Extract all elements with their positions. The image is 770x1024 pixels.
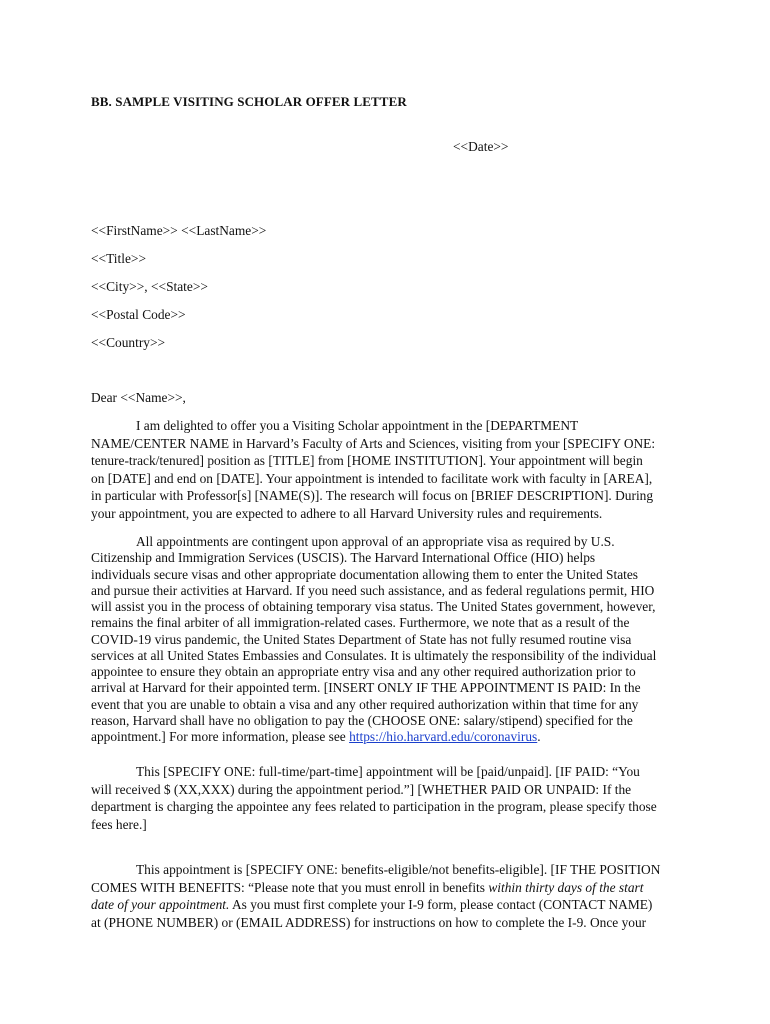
paragraph-line: I am delighted to offer you a Visiting Scholar appointment in the [DEPARTMENT [136,418,579,433]
paragraph-line: services at all United States Embassies and Consulates. It is ultimately the responsibility of the individual [91,647,657,663]
letter-heading: BB. SAMPLE VISITING SCHOLAR OFFER LETTER [91,94,407,109]
address-name: <<FirstName>> <<LastName>> [91,223,267,238]
paragraph-emphasis: within thirty days of the start [488,879,644,895]
coronavirus-info-link[interactable]: https://hio.harvard.edu/coronavirus [349,729,538,744]
paragraph-text: appointment.] For more information, please see [91,729,350,744]
paragraph-line: on [DATE] and end on [DATE]. Your appointment is intended to facilitate work with faculty in [AREA], [91,470,653,486]
paragraph-line: appointee to ensure they obtain an appropriate entry visa and any other required authorization prior to [91,664,636,679]
paragraph-pay [91,763,683,833]
paragraph-line: in particular with Professor[s] [NAME(S)]. The research will focus on [BRIEF DESCRIPTION]. During [91,488,654,504]
paragraph-line: individuals secure visas and other appropriate documentation allowing them to enter the United States [91,566,639,582]
address-city-state: <<City>>, <<State>> [91,279,208,294]
paragraph-line: This appointment is [SPECIFY ONE: benefits-eligible/not benefits-eligible]. [IF THE POSITION [136,862,661,877]
salutation: Dear <<Name>>, [91,390,186,405]
paragraph-line: at (PHONE NUMBER) or (EMAIL ADDRESS) for instructions on how to complete the I-9. Once your [91,914,647,930]
paragraph-line [91,896,683,914]
paragraph-line: remains the final arbiter of all immigration-related cases. Furthermore, we note that as a result of the [91,615,630,631]
paragraph-line: fees here.] [91,816,147,832]
paragraph-line: This [SPECIFY ONE: full-time/part-time] appointment will be [paid/unpaid]. [IF PAID: “You [136,764,640,779]
paragraph-offer [91,417,683,523]
paragraph-line: event that you are unable to obtain a visa and any other required authorization within that time for any [91,696,639,712]
paragraph-line: department is charging the appointee any fees related to participation in the program, please specify those [91,799,657,815]
paragraph-line: COVID-19 virus pandemic, the United States Department of State has not fully resumed routine visa [91,631,632,647]
paragraph-line: and pursue their activities at Harvard. If you need such assistance, and as federal regulations permit, HIO [91,582,655,598]
paragraph-benefits [91,861,683,931]
address-title: <<Title>> [91,251,147,266]
paragraph-emphasis: date of your appointment. [91,897,230,913]
paragraph-line: reason, Harvard shall have no obligation to pay the (CHOOSE ONE: salary/stipend) specified for the [91,712,633,728]
paragraph-text: COMES WITH BENEFITS: “Please note that you must enroll in benefits [91,879,489,895]
address-postal-code: <<Postal Code>> [91,307,186,322]
paragraph-line: will assist you in the process of obtaining temporary visa status. The United States government, however, [91,599,656,614]
paragraph-text: . [537,729,541,744]
paragraph-text: As you must first complete your I-9 form, please contact (CONTACT NAME) [229,897,653,913]
paragraph-line [91,879,683,897]
address-country: <<Country>> [91,335,166,350]
paragraph-line: tenure-track/tenured] position as [TITLE] from [HOME INSTITUTION]. Your appointment will begin [91,453,643,469]
paragraph-line [91,729,683,745]
paragraph-line: arrival at Harvard for their appointed term. [INSERT ONLY IF THE APPOINTMENT IS PAID: In the [91,680,641,696]
paragraph-visa [91,534,683,745]
paragraph-line: your appointment, you are expected to adhere to all Harvard University rules and requirements. [91,505,603,521]
date-placeholder: <<Date>> [453,139,509,154]
paragraph-line: Citizenship and Immigration Services (USCIS). The Harvard International Office (HIO) helps [91,550,596,566]
paragraph-line: will received $ (XX,XXX) during the appointment period.”] [WHETHER PAID OR UNPAID: If the [91,781,632,797]
paragraph-line: NAME/CENTER NAME in Harvard’s Faculty of Arts and Sciences, visiting from your [SPECIFY ONE: [91,435,656,451]
paragraph-line: All appointments are contingent upon approval of an appropriate visa as required by U.S. [136,534,615,549]
